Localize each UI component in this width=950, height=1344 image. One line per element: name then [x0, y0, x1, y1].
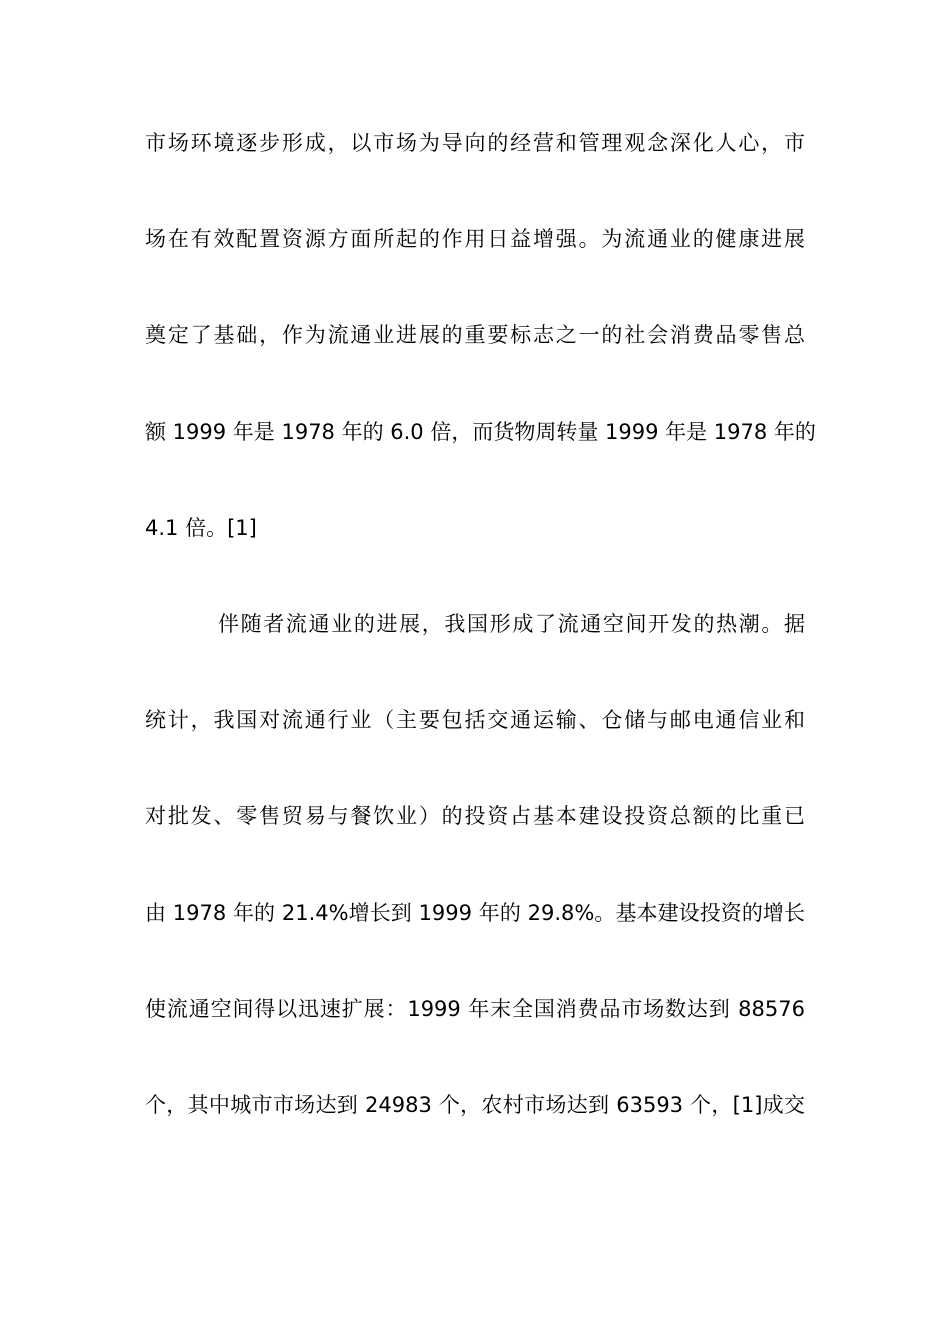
text-line: 奠定了基础，作为流通业进展的重要标志之一的社会消费品零售总 [145, 323, 805, 348]
text-line: 由 1978 年的 21.4%增长到 1999 年的 29.8%。基本建设投资的增长 [145, 900, 805, 925]
text-line: 伴随者流通业的进展，我国形成了流通空间开发的热潮。据 [218, 611, 805, 636]
text-line: 对批发、零售贸易与餐饮业）的投资占基本建设投资总额的比重已 [145, 804, 805, 829]
text-line: 额 1999 年是 1978 年的 6.0 倍，而货物周转量 1999 年是 1978 年的 [145, 419, 816, 444]
text-line: 4.1 倍。[1] [145, 515, 257, 540]
text-line: 个，其中城市市场达到 24983 个，农村市场达到 63593 个，[1]成交 [145, 1092, 805, 1117]
text-line: 统计，我国对流通行业（主要包括交通运输、仓储与邮电通信业和 [145, 708, 805, 733]
body-text [145, 131, 816, 1189]
text-line: 使流通空间得以迅速扩展：1999 年末全国消费品市场数达到 88576 [145, 996, 805, 1021]
text-line: 市场环境逐步形成，以市场为导向的经营和管理观念深化人心，市 [145, 131, 805, 155]
text-line: 场在有效配置资源方面所起的作用日益增强。为流通业的健康进展 [145, 227, 805, 252]
